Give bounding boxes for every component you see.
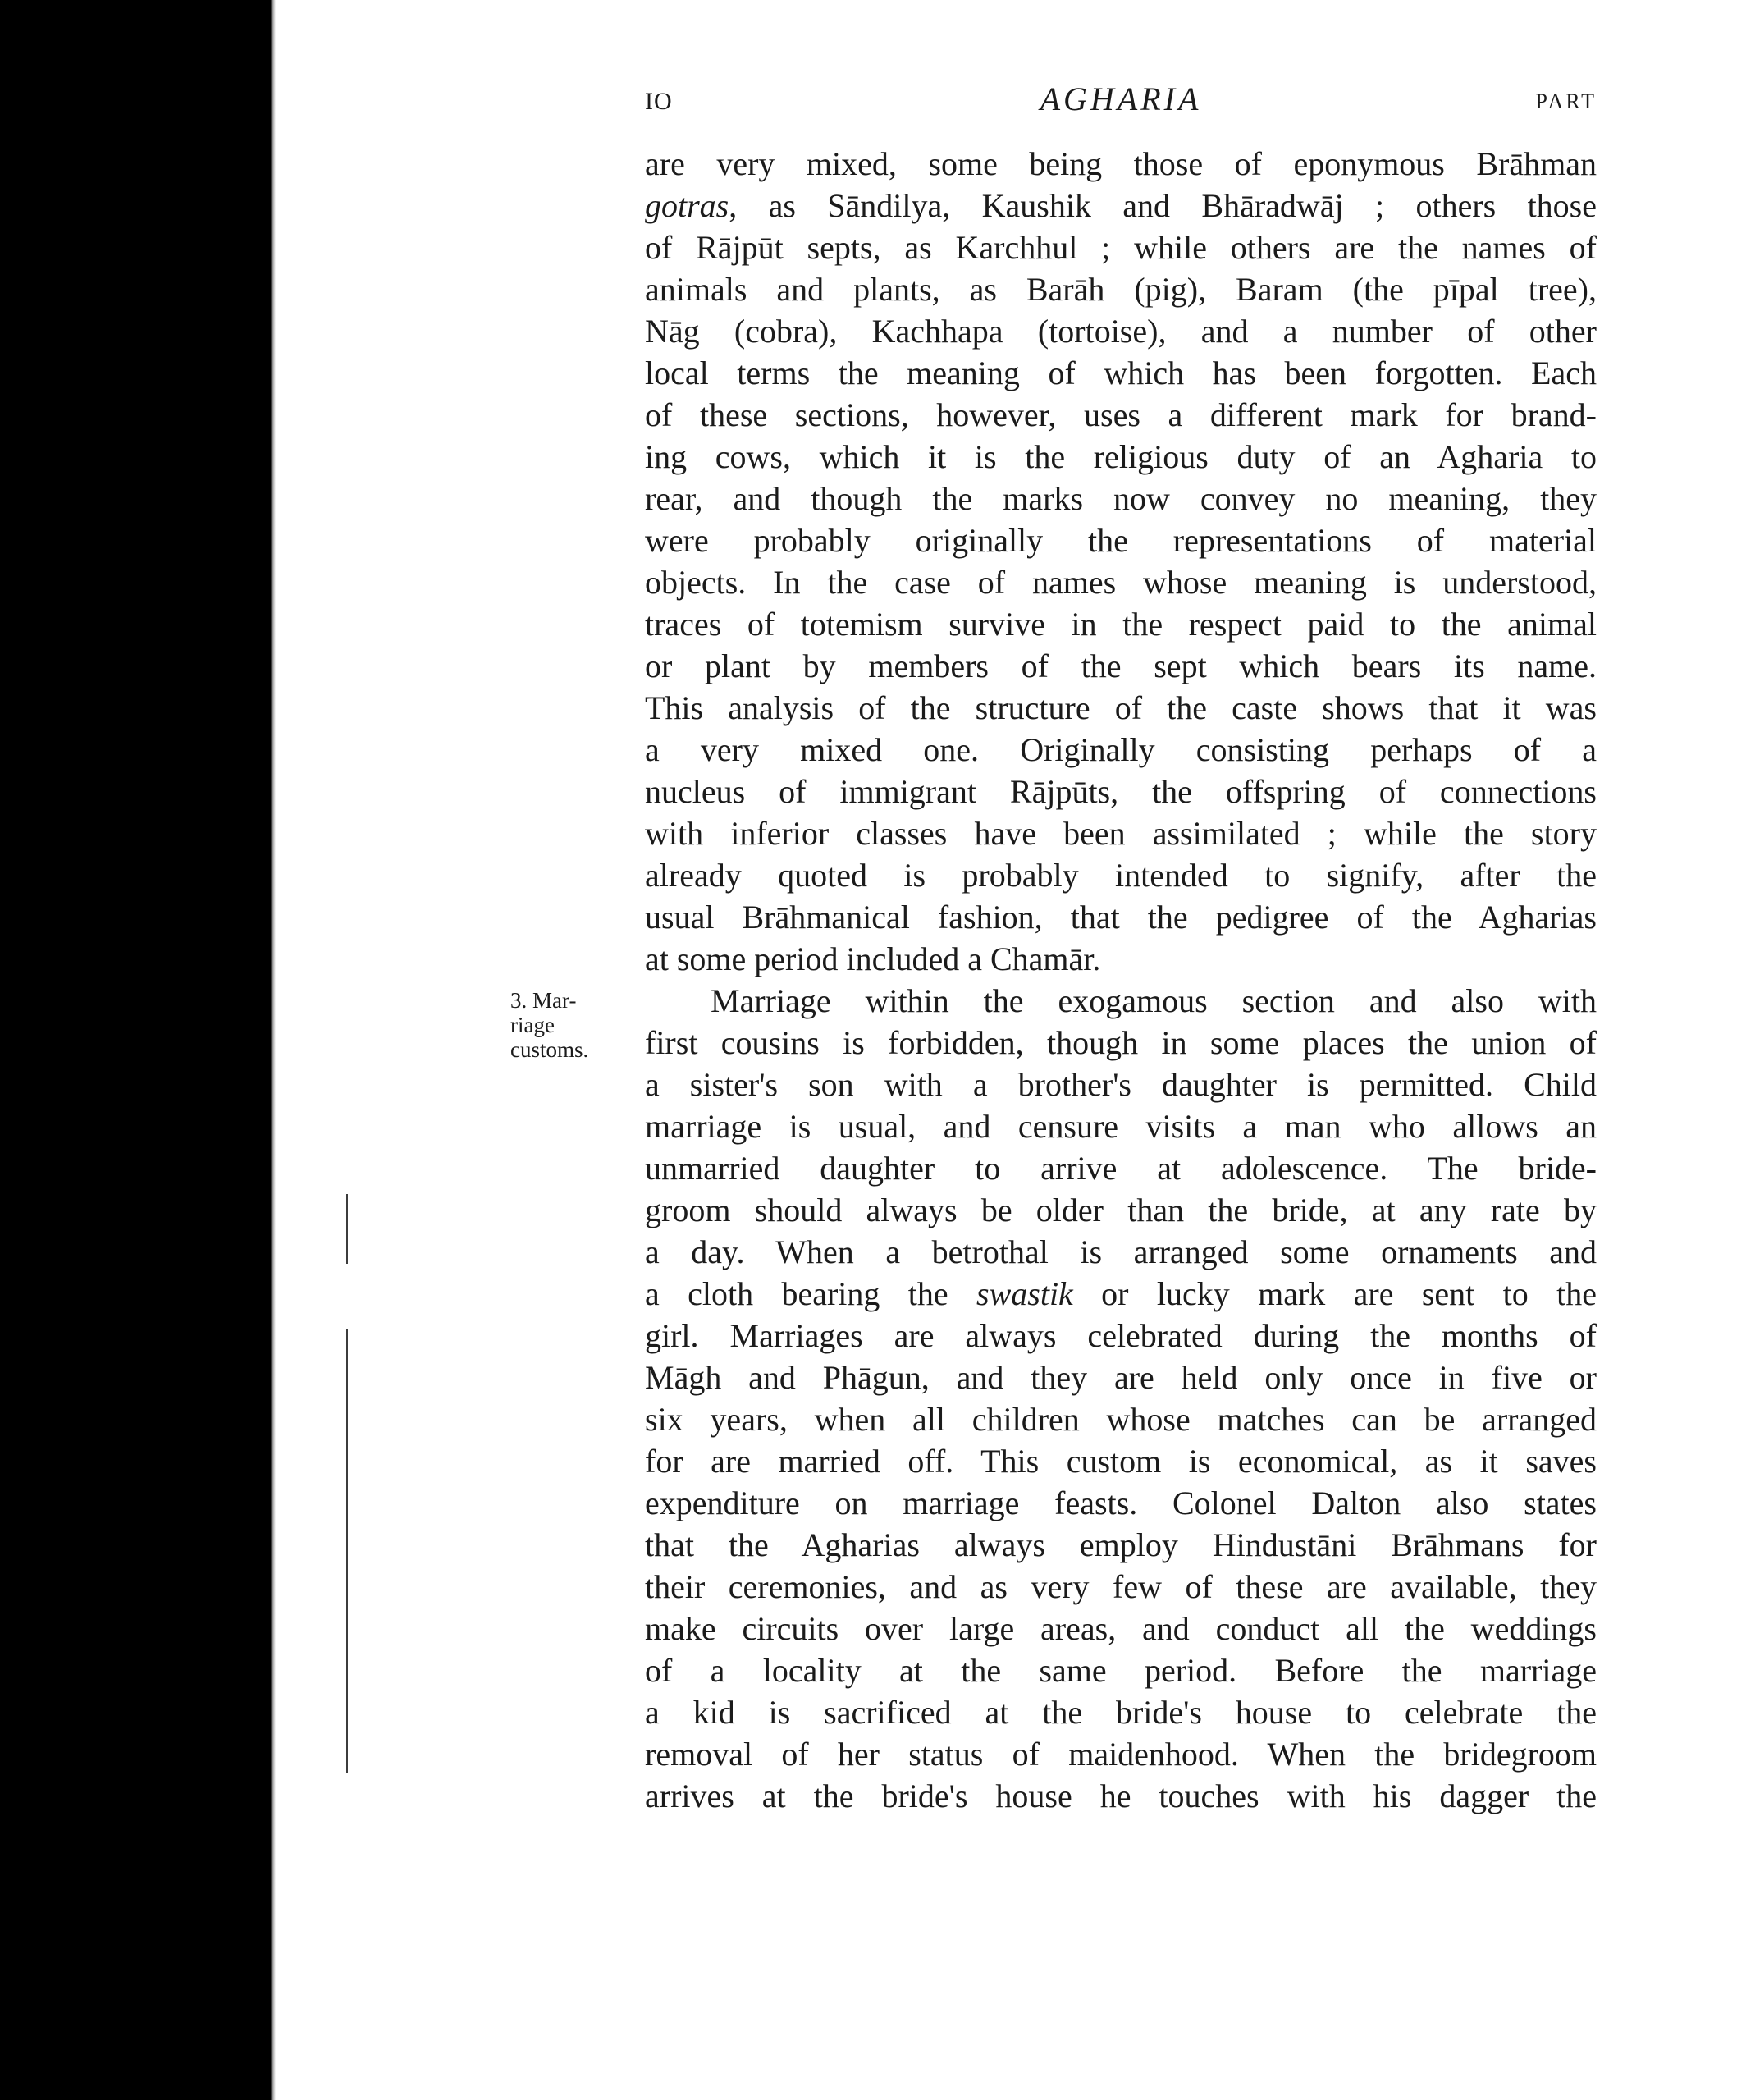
italic-term: swastik bbox=[976, 1275, 1073, 1312]
text-line: or plant by members of the sept which bears its name. bbox=[645, 647, 1597, 684]
text-line: nucleus of immigrant Rājpūts, the offspring of connections bbox=[645, 773, 1597, 810]
text-line: unmarried daughter to arrive at adolescence. The bride- bbox=[645, 1150, 1597, 1187]
text-line: local terms the meaning of which has been forgotten. Each bbox=[645, 355, 1597, 391]
text-line: ing cows, which it is the religious duty of an Agharia to bbox=[645, 438, 1597, 475]
text-line: at some period included a Chamār. bbox=[645, 940, 1101, 977]
text-line: usual Brāhmanical fashion, that the pedigree of the Agharias bbox=[645, 899, 1597, 936]
margin-note-line: customs. bbox=[510, 1037, 589, 1062]
text-line: were probably originally the representations of material bbox=[645, 522, 1597, 559]
text-line: This analysis of the structure of the caste shows that it was bbox=[645, 689, 1597, 726]
text-line: groom should always be older than the bride, at any rate by bbox=[645, 1192, 1597, 1228]
italic-term: gotras bbox=[645, 187, 729, 224]
text-line: Nāg (cobra), Kachhapa (tortoise), and a number of other bbox=[645, 313, 1597, 350]
margin-note-line: riage bbox=[510, 1013, 555, 1037]
text-line: a day. When a betrothal is arranged some ornaments and bbox=[645, 1233, 1597, 1270]
text-line: a very mixed one. Originally consisting perhaps of a bbox=[645, 731, 1597, 768]
text-line: already quoted is probably intended to signify, after the bbox=[645, 857, 1597, 894]
text-line: removal of her status of maidenhood. When the bridegroom bbox=[645, 1736, 1597, 1773]
text-line: first cousins is forbidden, though in some places the union of bbox=[645, 1024, 1597, 1061]
text-line: marriage is usual, and censure visits a man who allows an bbox=[645, 1108, 1597, 1145]
text-line: that the Agharias always employ Hindustāni Brāhmans for bbox=[645, 1526, 1597, 1563]
text-line: gotras, as Sāndilya, Kaushik and Bhāradwāj ; others those bbox=[645, 187, 1597, 224]
scan-dark-edge bbox=[0, 0, 271, 2100]
text-line: six years, when all children whose matches can be arranged bbox=[645, 1401, 1597, 1438]
text-line: their ceremonies, and as very few of these are available, they bbox=[645, 1568, 1597, 1605]
body-text bbox=[645, 143, 1597, 1817]
part-label: PART bbox=[1535, 89, 1597, 113]
scan-artifact-line bbox=[346, 1329, 348, 1773]
text-line: Māgh and Phāgun, and they are held only once in five or bbox=[645, 1359, 1597, 1396]
text-line: a kid is sacrificed at the bride's house to celebrate the bbox=[645, 1694, 1597, 1731]
text-line: a sister's son with a brother's daughter is permitted. Child bbox=[645, 1066, 1597, 1103]
text-line: of a locality at the same period. Before the marriage bbox=[645, 1652, 1597, 1689]
text-line: Marriage within the exogamous section and also with bbox=[711, 982, 1597, 1019]
text-line: of Rājpūt septs, as Karchhul ; while others are the names of bbox=[645, 229, 1597, 266]
text-line: for are married off. This custom is economical, as it saves bbox=[645, 1443, 1597, 1480]
page-number: IO bbox=[645, 88, 673, 115]
text-line: animals and plants, as Barāh (pig), Baram (the pīpal tree), bbox=[645, 271, 1597, 308]
text-line: are very mixed, some being those of eponymous Brāhman bbox=[645, 145, 1597, 182]
running-head bbox=[645, 80, 1597, 121]
scan-edge-shadow bbox=[271, 0, 276, 2100]
text-line: objects. In the case of names whose meaning is understood, bbox=[645, 564, 1597, 601]
text-line: girl. Marriages are always celebrated during the months of bbox=[645, 1317, 1597, 1354]
text-line: make circuits over large areas, and conduct all the weddings bbox=[645, 1610, 1597, 1647]
scan-artifact-line bbox=[346, 1194, 348, 1264]
running-title: AGHARIA bbox=[1040, 80, 1202, 117]
margin-note bbox=[510, 988, 617, 1062]
margin-note-line: 3. Mar- bbox=[510, 988, 577, 1013]
text-line: expenditure on marriage feasts. Colonel Dalton also states bbox=[645, 1485, 1597, 1521]
text-line: of these sections, however, uses a different mark for brand- bbox=[645, 396, 1597, 433]
text-line: traces of totemism survive in the respect paid to the animal bbox=[645, 606, 1597, 643]
text-line: a cloth bearing the swastik or lucky mark are sent to the bbox=[645, 1275, 1597, 1312]
text-line: with inferior classes have been assimilated ; while the story bbox=[645, 815, 1597, 852]
text-line: rear, and though the marks now convey no meaning, they bbox=[645, 480, 1597, 517]
text-line: arrives at the bride's house he touches with his dagger the bbox=[645, 1777, 1597, 1814]
